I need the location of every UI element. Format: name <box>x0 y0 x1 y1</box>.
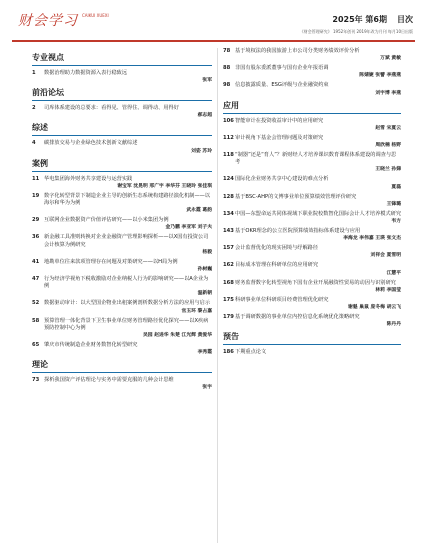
toc-entry[interactable] <box>32 105 212 118</box>
toc-entry[interactable] <box>223 65 401 78</box>
article-author: 谢魁 巢鼠 庞冬梅 胡云飞 <box>348 304 401 311</box>
page-number: 29 <box>32 217 40 224</box>
article-author: 林莉 李国莹 <box>375 286 401 293</box>
page-number: 36 <box>32 234 40 241</box>
header-rule <box>12 40 415 42</box>
page-number: 78 <box>223 48 231 54</box>
journal-logo: 财会学习 <box>18 13 78 29</box>
toc-entry[interactable] <box>223 314 401 327</box>
article-author: 李秀霞 <box>197 349 212 356</box>
journal-logo-subtitle: CAIKUI XUEXI <box>82 13 109 18</box>
article-title: 地勘单位往来款项管理存在问题及对策研究——以H局为例 <box>44 258 178 265</box>
toc-entry[interactable] <box>223 135 401 148</box>
page-number: 175 <box>223 296 234 303</box>
article-title: 基于BSC-AHP的文博事业单位预算绩效管理评价研究 <box>235 193 357 200</box>
page-number: 134 <box>223 210 234 217</box>
page-number: 179 <box>223 314 234 321</box>
toc-entry[interactable] <box>223 280 401 293</box>
article-author: 王晓兰 孙娣 <box>375 166 401 173</box>
toc-entry[interactable] <box>32 318 212 338</box>
article-author: 杨毅 <box>202 248 212 255</box>
toc-entry[interactable] <box>223 118 401 131</box>
toc-entry[interactable] <box>223 228 401 241</box>
article-author: 韦方 <box>391 218 401 225</box>
page-number: 52 <box>32 300 40 307</box>
article-author: 官玉环 黎占嘉 <box>181 307 212 314</box>
issue-number: 2025年 第6期 <box>332 15 387 24</box>
column-divider <box>217 48 218 543</box>
toc-entry[interactable] <box>32 259 212 272</box>
toc-entry[interactable] <box>223 48 401 61</box>
toc-entry[interactable] <box>32 140 212 153</box>
article-title: 信息披露质量、ESG评级与企业融资约束 <box>235 82 329 89</box>
page-number: 143 <box>223 228 234 235</box>
article-author: 金乃鹏 李亚军 刘子夫 <box>165 224 212 231</box>
article-author: 温新朝 <box>197 290 212 297</box>
page-number: 4 <box>32 140 36 147</box>
page-number: 118 <box>223 152 234 159</box>
page-number: 124 <box>223 176 234 183</box>
article-title: 会计监督优化的现实困境与纾解路径 <box>235 245 319 252</box>
article-title: 肇庆市传统制造企业财务数智化转型研究 <box>44 342 138 349</box>
toc-entry[interactable] <box>223 194 401 207</box>
article-author: 张宇 <box>202 384 212 391</box>
page-number: 98 <box>223 82 231 89</box>
article-author: 李海龙 李伟嘉 王瑛 张文杰 <box>343 235 401 242</box>
section-heading: 应用 <box>223 100 401 114</box>
toc-entry[interactable] <box>32 342 212 355</box>
page-number: 112 <box>223 134 234 141</box>
toc-entry[interactable] <box>32 234 212 254</box>
article-author: 武永霞 葛韵 <box>186 207 212 214</box>
article-title: 国际化企业财务共享中心建设的难点分析 <box>235 176 329 183</box>
article-title: 下期重点论文 <box>235 349 267 356</box>
article-author: 陈丹丹 <box>386 321 401 328</box>
page-number: 157 <box>223 245 234 252</box>
toc-entry[interactable] <box>223 245 401 258</box>
article-author: 郝志超 <box>197 112 212 119</box>
toc-entry[interactable] <box>32 217 212 230</box>
article-title: 财务监督数字化转型视角下国有企业开展融资性贸易的动因与识别研究 <box>235 279 396 286</box>
toc-entry[interactable] <box>32 193 212 213</box>
article-title: 新金融工具准则转换对企业金融资产管理影响探析——以X国有投资公司会计核算为例研究 <box>44 234 209 248</box>
page-number: 58 <box>32 317 40 324</box>
article-title: 预算管理一体化背景下卫生事业单位财务管理路径优化探究——以X疾病预防控制中心为例 <box>44 317 209 331</box>
section-heading: 理论 <box>32 359 212 373</box>
article-author: 张军 <box>202 77 212 84</box>
toc-entry[interactable] <box>223 82 401 95</box>
article-title: 数据驱动审计：以大型国企物业出租案例剖析数据分析方法的应用与启示 <box>44 300 211 307</box>
page-number: 162 <box>223 262 234 269</box>
toc-entry[interactable] <box>32 377 212 390</box>
page-number: 2 <box>32 105 36 112</box>
page-number: 73 <box>32 377 40 384</box>
toc-entry[interactable] <box>223 152 401 172</box>
article-title: 审计视角下基金会管理问题及对策研究 <box>235 134 324 141</box>
article-author: 王锋璐 <box>386 200 401 207</box>
article-author: 刘宇博 李燕 <box>375 89 401 96</box>
article-title: 基于OKR理念的公立医院预算绩效指标体系建设与应用 <box>235 228 361 235</box>
article-title: 华电集团海外财务共享建设与运营实践 <box>44 175 133 182</box>
section-heading: 专业视点 <box>32 52 212 66</box>
article-author: 夏磊 <box>391 183 401 190</box>
page-header <box>12 8 415 42</box>
article-author: 刘姿 苏玲 <box>191 147 212 154</box>
article-author: 谢宝军 沈晃明 邢广宇 李华芬 王晓玲 张佳琪 <box>117 182 212 189</box>
article-title: 非国有股东委派董事与国有企业年报语调 <box>235 65 329 72</box>
toc-entry[interactable] <box>32 70 212 83</box>
article-title: 基于境权法的我国旅游上市公司分类财务绩效评价分析 <box>235 48 360 54</box>
page-number: 65 <box>32 342 40 349</box>
article-author: 陈婧婕 张譬 李燕燕 <box>359 72 401 79</box>
section-heading: 前沿论坛 <box>32 87 212 101</box>
toc-entry[interactable] <box>223 262 401 275</box>
left-column <box>32 48 212 394</box>
article-author: 刘祥会 夏雪明 <box>370 252 401 259</box>
article-title: 中国—东盟命运共同体视域下职业院校数智化国际会计人才培养模式研究 <box>235 210 402 217</box>
toc-entry[interactable] <box>32 176 212 189</box>
article-title: “制器”还是“育人”？新财经人才培养课识数育课程体系建设的调查与思考 <box>235 152 397 166</box>
article-author: 周欣楠 杨野 <box>375 142 401 149</box>
page-number: 106 <box>223 117 234 124</box>
page-number: 11 <box>32 175 40 182</box>
section-heading: 案例 <box>32 158 212 172</box>
article-title: 数字化转型背景下制造企业主导的创新生态系统构建路径演化机制——以海尔和华为为例 <box>44 192 211 207</box>
article-author: 孙树巍 <box>197 266 212 273</box>
section-heading: 预告 <box>223 331 401 345</box>
page-number: 47 <box>32 276 40 283</box>
toc-entry[interactable] <box>223 297 401 310</box>
page-number: 168 <box>223 279 234 286</box>
toc-entry[interactable] <box>223 211 401 224</box>
page-number: 1 <box>32 70 36 76</box>
toc-entry[interactable] <box>223 349 401 356</box>
journal-subline: 《财会管理研究》 1952年创刊 2019年改为月刊 每月10日出版 <box>299 29 413 34</box>
page-number: 19 <box>32 192 40 199</box>
article-title: 互联网企业数据资产价值评估研究——以小米集团为例 <box>44 217 169 224</box>
article-author: 吴园 赵进华 朱楚 江光辉 黄爱华 <box>142 332 212 339</box>
article-title: 数据治理助力数据资源入表行稳致远 <box>44 70 128 76</box>
page-number: 128 <box>223 193 234 200</box>
article-title: 基于调研数据的事业单位内控信息化系统优化策略研究 <box>235 314 360 321</box>
article-title: 行为经济学视角下税收激励对企业纳税人行为的影响研究——以A企业为例 <box>44 276 209 290</box>
article-title: 科研事业单位科研项目经费管理优化研究 <box>235 296 329 303</box>
section-heading: 综述 <box>32 122 212 136</box>
article-title: 智能审计在投资收益审计中的应用研究 <box>235 117 324 124</box>
toc-entry[interactable] <box>32 276 212 296</box>
article-author: 万斌 黄敏 <box>380 55 401 62</box>
article-title: 目标成本管理在科研单位的应用研究 <box>235 262 319 269</box>
article-title: 探析我国资产评估理论与实务中需要克服的几种会计思维 <box>44 377 174 384</box>
page-number: 41 <box>32 258 40 265</box>
toc-label: 目次 <box>397 15 413 24</box>
page-number: 186 <box>223 349 234 356</box>
toc-entry[interactable] <box>223 176 401 189</box>
right-column <box>223 48 401 360</box>
article-title: 碳排放交易与企业绿色技术创新文献综述 <box>44 140 138 147</box>
article-author: 赵雪 宋夏云 <box>375 124 401 131</box>
article-title: 司库体系建设的总要求：看得见、管得住、调得动、用得好 <box>44 105 179 112</box>
toc-entry[interactable] <box>32 300 212 313</box>
article-author: 江慧平 <box>386 269 401 276</box>
page-number: 88 <box>223 65 231 72</box>
